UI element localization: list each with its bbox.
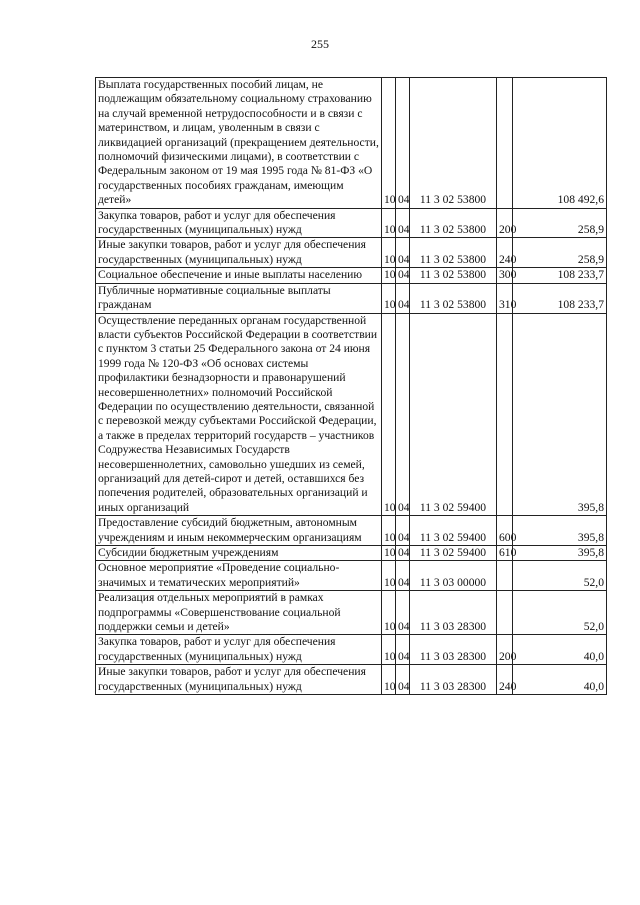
row-section: 10 [382,268,396,283]
row-target-article: 11 3 02 59400 [410,313,497,516]
row-expense-type: 240 [497,238,513,268]
row-subsection: 04 [396,78,410,209]
table-row [96,283,607,313]
row-expense-type: 610 [497,546,513,561]
row-name: Закупка товаров, работ и услуг для обеспечения государственных (муниципальных) нужд [96,635,382,665]
row-section: 10 [382,208,396,238]
row-section: 10 [382,546,396,561]
row-section: 10 [382,591,396,635]
table-row [96,665,607,695]
table-row [96,516,607,546]
row-sum: 108 492,6 [513,78,607,209]
row-sum: 52,0 [513,591,607,635]
row-subsection: 04 [396,208,410,238]
row-section: 10 [382,78,396,209]
row-section: 10 [382,635,396,665]
row-expense-type: 240 [497,665,513,695]
row-expense-type: 600 [497,516,513,546]
row-subsection: 04 [396,665,410,695]
row-subsection: 04 [396,561,410,591]
table-row [96,78,607,209]
budget-table [95,77,607,695]
row-name: Иные закупки товаров, работ и услуг для обеспечения государственных (муниципальных) нужд [96,665,382,695]
row-sum: 108 233,7 [513,283,607,313]
row-sum: 395,8 [513,516,607,546]
row-expense-type [497,313,513,516]
row-section: 10 [382,665,396,695]
row-name: Реализация отдельных мероприятий в рамках подпрограммы «Совершенствование социальной поддержки семьи и детей» [96,591,382,635]
row-sum: 40,0 [513,665,607,695]
row-target-article: 11 3 03 00000 [410,561,497,591]
row-subsection: 04 [396,313,410,516]
row-expense-type: 310 [497,283,513,313]
table-row [96,238,607,268]
row-name: Предоставление субсидий бюджетным, автономным учреждениям и иным некоммерческим организациям [96,516,382,546]
row-subsection: 04 [396,635,410,665]
row-target-article: 11 3 02 59400 [410,546,497,561]
row-target-article: 11 3 02 53800 [410,268,497,283]
row-target-article: 11 3 02 59400 [410,516,497,546]
row-subsection: 04 [396,268,410,283]
table-row [96,313,607,516]
row-target-article: 11 3 03 28300 [410,665,497,695]
table-row [96,268,607,283]
row-expense-type [497,78,513,209]
row-name: Иные закупки товаров, работ и услуг для обеспечения государственных (муниципальных) нужд [96,238,382,268]
row-expense-type [497,561,513,591]
row-section: 10 [382,516,396,546]
row-target-article: 11 3 02 53800 [410,208,497,238]
row-subsection: 04 [396,546,410,561]
row-expense-type: 200 [497,208,513,238]
row-target-article: 11 3 03 28300 [410,591,497,635]
row-name: Публичные нормативные социальные выплаты гражданам [96,283,382,313]
row-target-article: 11 3 03 28300 [410,635,497,665]
row-section: 10 [382,313,396,516]
row-target-article: 11 3 02 53800 [410,78,497,209]
table-row [96,561,607,591]
row-target-article: 11 3 02 53800 [410,238,497,268]
row-name: Субсидии бюджетным учреждениям [96,546,382,561]
table-row [96,546,607,561]
row-sum: 108 233,7 [513,268,607,283]
row-sum: 395,8 [513,546,607,561]
row-section: 10 [382,238,396,268]
row-subsection: 04 [396,591,410,635]
row-name: Осуществление переданных органам государственной власти субъектов Российской Федерации в соответствии с пунктом 3 статьи 25 Федерального закона от 24 июня 1999 года № 120-ФЗ «Об основах системы профилактики безнадзорности и правонарушений несовершеннолетних» полномочий Российской Федерации по осуществлению деятельности, связанной с перевозкой между субъектами Российской Федерации, а также в пределах территорий государств – участников Содружества Независимых Государств несовершеннолетних, самовольно ушедших из семей, организаций для детей-сирот и детей, оставшихся без попечения родителей, образовательных организаций и иных организаций [96,313,382,516]
row-sum: 395,8 [513,313,607,516]
row-name: Выплата государственных пособий лицам, не подлежащим обязательному социальному страхованию на случай временной нетрудоспособности и в связи с материнством, и лицам, уволенным в связи с ликвидацией организаций (прекращением деятельности, полномочий физическими лицами), в соответствии с Федеральным законом от 19 мая 1995 года № 81-ФЗ «О государственных пособиях гражданам, имеющим детей» [96,78,382,209]
row-section: 10 [382,561,396,591]
row-expense-type: 300 [497,268,513,283]
row-section: 10 [382,283,396,313]
row-name: Основное мероприятие «Проведение социально-значимых и тематических мероприятий» [96,561,382,591]
row-subsection: 04 [396,283,410,313]
row-sum: 258,9 [513,238,607,268]
page-number: 255 [311,37,329,51]
row-subsection: 04 [396,238,410,268]
row-target-article: 11 3 02 53800 [410,283,497,313]
row-sum: 40,0 [513,635,607,665]
row-sum: 258,9 [513,208,607,238]
row-subsection: 04 [396,516,410,546]
table-row [96,591,607,635]
row-name: Социальное обеспечение и иные выплаты населению [96,268,382,283]
table-row [96,635,607,665]
row-name: Закупка товаров, работ и услуг для обеспечения государственных (муниципальных) нужд [96,208,382,238]
table-row [96,208,607,238]
row-expense-type [497,591,513,635]
row-sum: 52,0 [513,561,607,591]
row-expense-type: 200 [497,635,513,665]
